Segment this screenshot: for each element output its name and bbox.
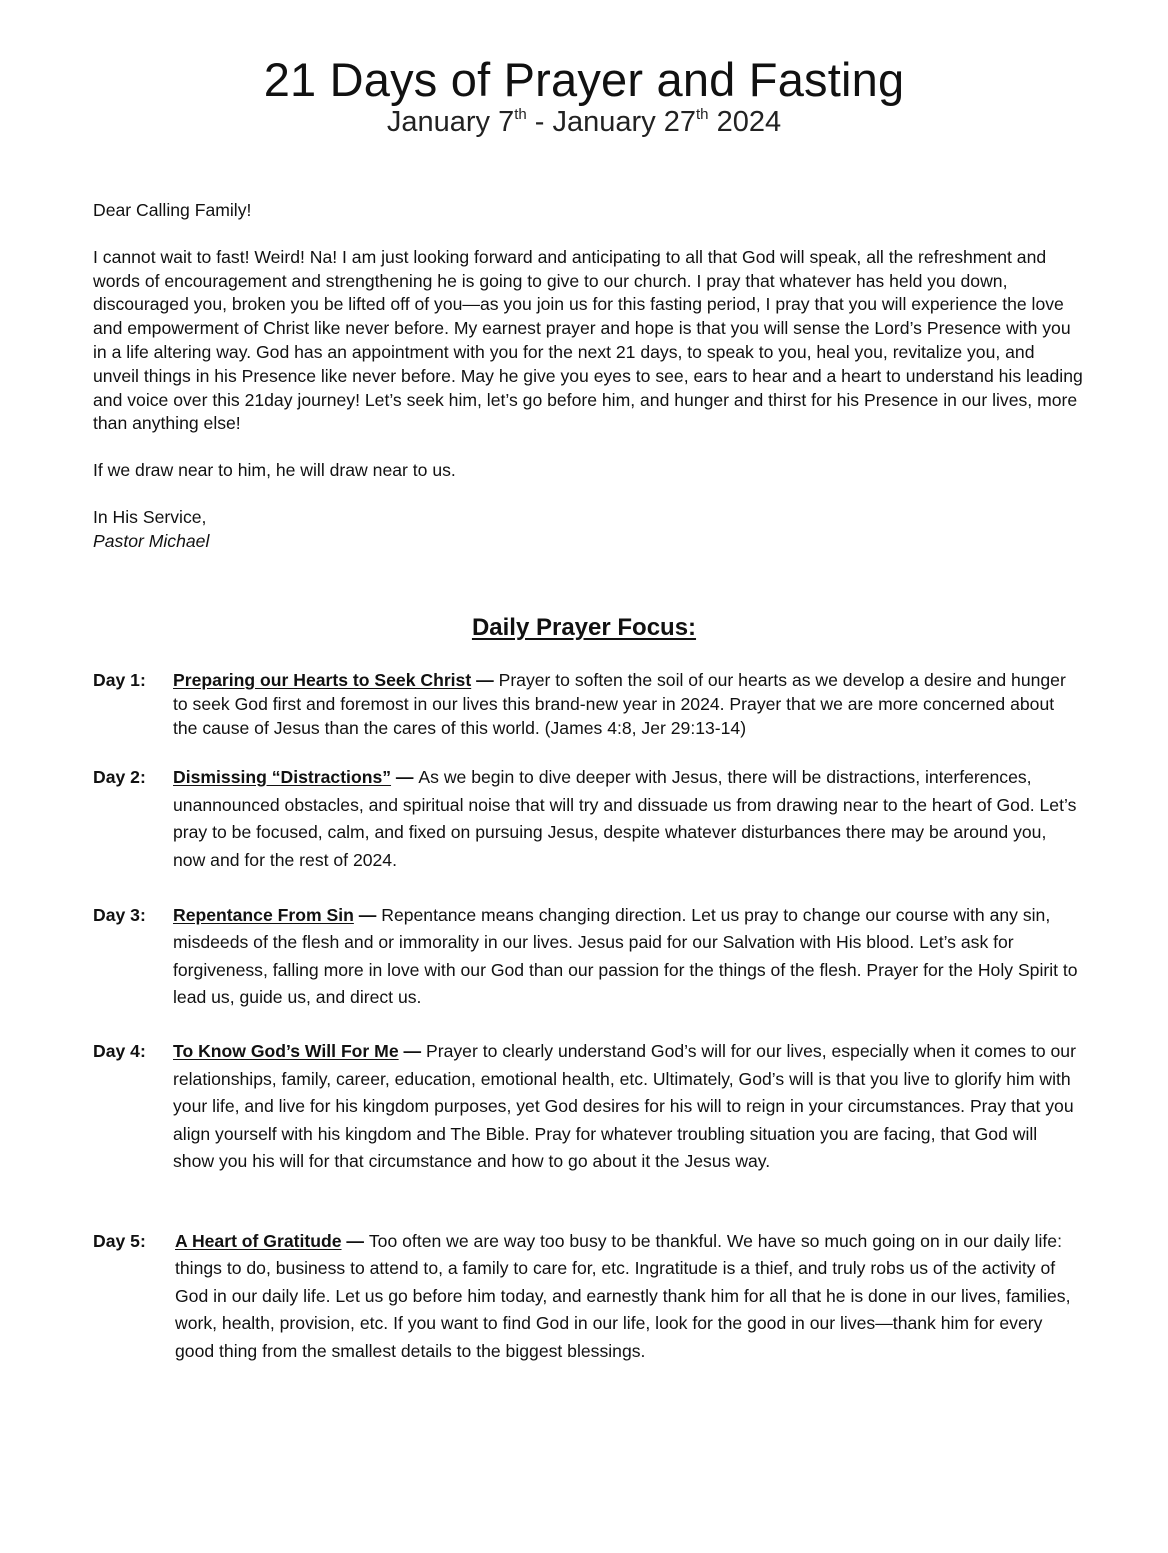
date-end-suffix: th (696, 106, 709, 123)
day-topic: Repentance From Sin (173, 905, 354, 925)
day-text: Prayer to clearly understand God’s will for our lives, especially when it comes to our relationships, family, career, education, emotional health, etc. Ultimately, God’s will is that you live to glorify him with your life, and live for his kingdom purposes, yet God desires for his will to reign in your circumstances. Pray that you align yourself with his kingdom and The Bible. Pray for whatever troubling situation you are facing, that God will show you his will for that circumstance and how to go about it the Jesus way. (173, 1041, 1076, 1171)
em-dash-separator: — (471, 670, 499, 690)
page-title: 21 Days of Prayer and Fasting (263, 53, 905, 106)
letter-signoff: In His Service, (93, 506, 207, 527)
letter-greeting: Dear Calling Family! (93, 200, 252, 220)
date-year: 2024 (708, 106, 782, 138)
pastor-letter (93, 199, 1083, 554)
letter-signoff-name: Pastor Michael (93, 530, 210, 551)
day-description (175, 1228, 1078, 1365)
day-topic: A Heart of Gratitude (175, 1231, 342, 1251)
em-dash-separator: — (398, 1041, 426, 1061)
day-text: As we begin to dive deeper with Jesus, there will be distractions, interferences, unannounced obstacles, and spiritual noise that will try and dissuade us from drawing near to the heart of God. Let’s pray to be focused, calm, and fixed on pursuing Jesus, despite whatever disturbances there may be around you, now and for the rest of 2024. (173, 767, 1077, 870)
date-start-suffix: th (514, 106, 527, 123)
date-start: January 7 (386, 106, 515, 138)
day-label: Day 4: (93, 1041, 146, 1061)
day-text: Repentance means changing direction. Let us pray to change our course with any sin, misdeeds of the flesh and or immorality in our lives. Jesus paid for our Salvation with His blood. Let’s ask for forgiveness, falling more in love with our God than our passion for the things of the flesh. Prayer for the Holy Spirit to lead us, guide us, and direct us. (173, 905, 1078, 1008)
date-range (0, 104, 1168, 140)
day-text: Prayer to soften the soil of our hearts as we develop a desire and hunger to seek God first and foremost in our lives this brand-new year in 2024. Prayer that we are more concerned about the cause of Jesus than the cares of this world. (James 4:8, Jer 29:13-14) (173, 670, 1066, 738)
em-dash-separator: — (341, 1231, 369, 1251)
day-label: Day 3: (93, 905, 146, 925)
day-description (173, 669, 1078, 740)
day-label: Day 1: (93, 670, 146, 690)
day-topic: Preparing our Hearts to Seek Christ (173, 670, 472, 690)
day-text: Too often we are way too busy to be thankful. We have so much going on in our daily life: things to do, business to attend to, a family to care for, etc. Ingratitude is a thief, and truly robs us of the activity of God in our daily life. Let us go before him today, and earnestly thank him for all that he is done in our lives, families, work, health, provision, etc. If you want to find God in our life, look for the good in our lives—thank him for every good thing from the smallest details to the biggest blessings. (175, 1231, 1071, 1361)
letter-body: I cannot wait to fast! Weird! Na! I am just looking forward and anticipating to all that God will speak, all the refreshment and words of encouragement and strengthening he is going to give to our church. I pray that whatever has held you down, discouraged you, broken you be lifted off of you—as you join us for this fasting period, I pray that you will experience the love and empowerment of Christ like never before. My earnest prayer and hope is that you will sense the Lord’s Presence with you in a life altering way. God has an appointment with you for the next 21 days, to speak to you, heal you, revitalize you, and unveil things in his Presence like never before. May he give you eyes to see, ears to hear and a heart to understand his leading and voice over this 21day journey! Let’s seek him, let’s go before him, and hunger and thirst for his Presence in our lives, more than anything else! (93, 246, 1083, 434)
date-end: - January 27 (526, 106, 697, 138)
daily-prayer-focus-heading: Daily Prayer Focus: (471, 614, 697, 641)
day-label: Day 5: (93, 1231, 146, 1251)
day-label: Day 2: (93, 767, 146, 787)
day-topic: To Know God’s Will For Me (173, 1041, 399, 1061)
day-description (173, 764, 1078, 874)
day-description (173, 1038, 1078, 1176)
em-dash-separator: — (353, 905, 382, 925)
em-dash-separator: — (391, 767, 419, 787)
day-topic: Dismissing “Distractions” (173, 767, 392, 787)
day-description (173, 902, 1078, 1012)
letter-closing-line: If we draw near to him, he will draw near to us. (93, 460, 456, 481)
